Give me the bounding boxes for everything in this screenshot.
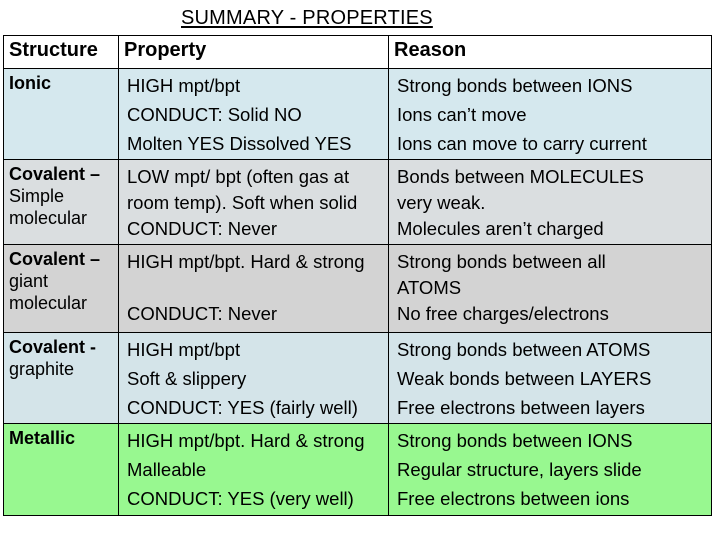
- property-line: Soft & slippery: [127, 368, 247, 389]
- reason-cell: [389, 424, 712, 516]
- property-cell: [119, 424, 389, 516]
- structure-label: Ionic: [9, 73, 52, 93]
- property-line: Molten YES Dissolved YES: [127, 133, 352, 154]
- reason-cell: [389, 69, 712, 160]
- reason-line: ATOMS: [397, 277, 462, 298]
- structure-label: Covalent –: [9, 164, 101, 184]
- property-line: room temp). Soft when solid: [127, 192, 358, 213]
- property-line: HIGH mpt/bpt: [127, 339, 241, 360]
- property-cell: [119, 160, 389, 245]
- header-property: Property: [119, 36, 389, 69]
- table-header-row: [4, 36, 712, 69]
- property-line: CONDUCT: YES (very well): [127, 488, 354, 509]
- property-line: HIGH mpt/bpt. Hard & strong: [127, 430, 365, 451]
- header-reason: Reason: [389, 36, 712, 69]
- structure-cell: [4, 333, 119, 424]
- structure-label: Simple: [9, 186, 65, 206]
- reason-line: Strong bonds between IONS: [397, 75, 633, 96]
- table-row-metallic: [4, 424, 712, 516]
- page-title: SUMMARY - PROPERTIES: [181, 7, 433, 29]
- structure-label: Covalent –: [9, 249, 101, 269]
- property-line: CONDUCT: Solid NO: [127, 104, 302, 125]
- reason-line: Ions can move to carry current: [397, 133, 647, 154]
- structure-cell: [4, 245, 119, 333]
- table-row-covalent-giant: [4, 245, 712, 333]
- property-line: HIGH mpt/bpt: [127, 75, 241, 96]
- reason-line: Free electrons between ions: [397, 488, 630, 509]
- property-line: Malleable: [127, 459, 207, 480]
- header-structure: Structure: [4, 36, 119, 69]
- property-cell: [119, 333, 389, 424]
- property-line: HIGH mpt/bpt. Hard & strong: [127, 251, 365, 272]
- property-line: LOW mpt/ bpt (often gas at: [127, 166, 350, 187]
- property-cell: [119, 245, 389, 333]
- structure-label: Covalent -: [9, 337, 97, 357]
- reason-line: Strong bonds between IONS: [397, 430, 633, 451]
- table-row-ionic: [4, 69, 712, 160]
- property-line: CONDUCT: Never: [127, 218, 278, 239]
- property-line: CONDUCT: YES (fairly well): [127, 397, 358, 418]
- reason-line: Strong bonds between ATOMS: [397, 339, 651, 360]
- reason-cell: [389, 245, 712, 333]
- property-cell: [119, 69, 389, 160]
- structure-label: molecular: [9, 208, 88, 228]
- reason-cell: [389, 160, 712, 245]
- structure-cell: [4, 69, 119, 160]
- reason-cell: [389, 333, 712, 424]
- reason-line: Strong bonds between all: [397, 251, 606, 272]
- properties-table: [3, 35, 712, 516]
- reason-line: Bonds between MOLECULES: [397, 166, 644, 187]
- reason-line: No free charges/electrons: [397, 303, 609, 324]
- structure-label: giant: [9, 271, 49, 291]
- table-row-covalent-graphite: [4, 333, 712, 424]
- structure-cell: [4, 424, 119, 516]
- reason-line: Free electrons between layers: [397, 397, 645, 418]
- reason-line: Weak bonds between LAYERS: [397, 368, 652, 389]
- reason-line: Regular structure, layers slide: [397, 459, 642, 480]
- structure-label: Metallic: [9, 428, 76, 448]
- structure-label: molecular: [9, 293, 88, 313]
- property-line: CONDUCT: Never: [127, 303, 278, 324]
- reason-line: very weak.: [397, 192, 486, 213]
- reason-line: Molecules aren’t charged: [397, 218, 604, 239]
- table-row-covalent-simple: [4, 160, 712, 245]
- structure-cell: [4, 160, 119, 245]
- structure-label: graphite: [9, 359, 75, 379]
- reason-line: Ions can’t move: [397, 104, 527, 125]
